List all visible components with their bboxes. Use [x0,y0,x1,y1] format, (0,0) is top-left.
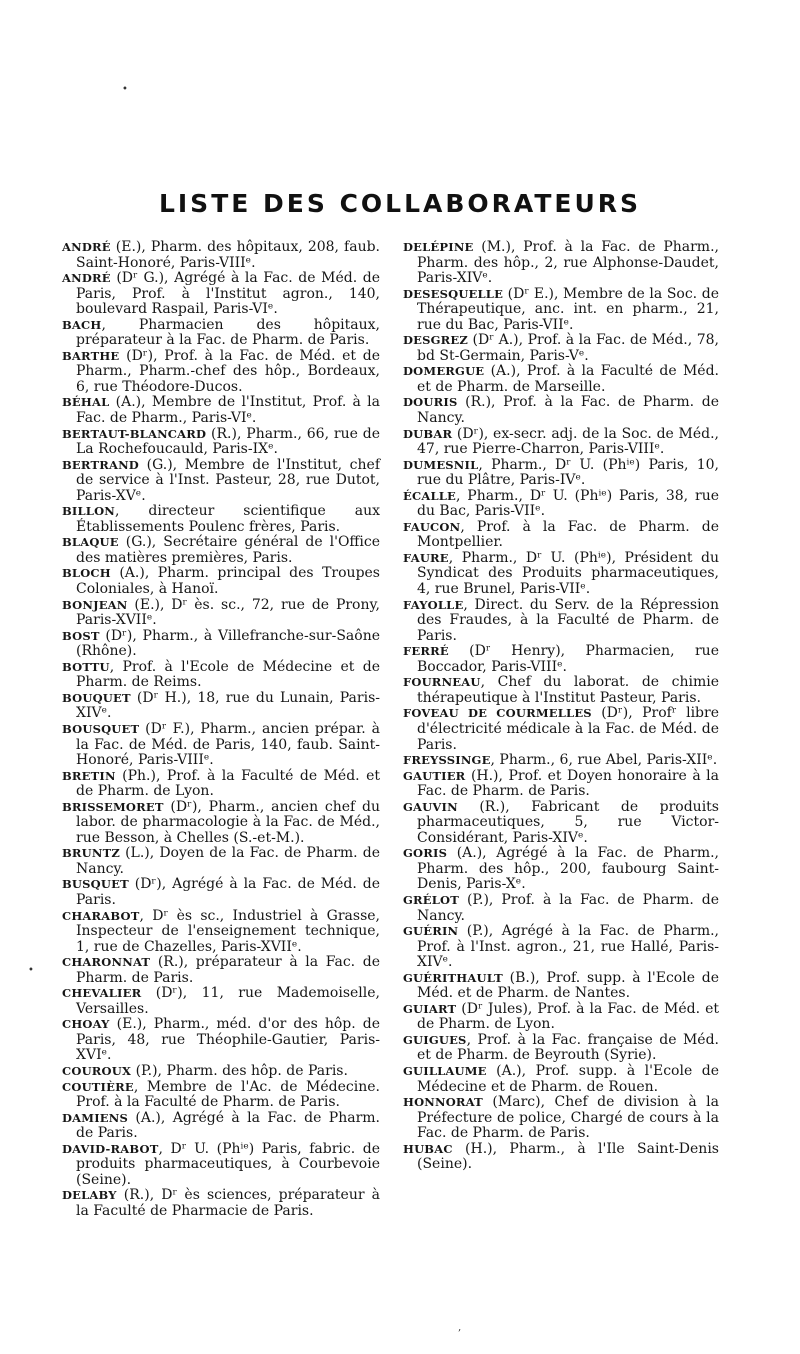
collaborator-details: (Dʳ F.), Pharm., ancien prépar. à la Fac. de Méd. de Paris, 140, faub. Saint-Honoré, Paris-VIIIᵉ. [76,720,380,769]
collaborator-entry [62,240,380,271]
collaborator-entry [403,598,719,645]
collaborator-name: BLOCH [62,566,111,581]
collaborator-entry [62,349,380,396]
collaborator-details: , Dʳ ès sc., Industriel à Grasse, Inspecteur de l'enseignement technique, 1, rue de Chazelles, Paris-XVIIᵉ. [76,907,380,955]
page-speck: ‚ [458,1322,462,1333]
collaborator-details: (Dʳ), Pharm., ancien chef du labor. de pharmacologie à la Fac. de Méd., rue Besson, à Chelles (S.-et-M.). [76,798,380,846]
collaborator-name: GUIART [403,1001,457,1016]
collaborator-name: GUILLAUME [403,1063,487,1078]
collaborator-details: , Membre de l'Ac. de Médecine. Prof. à la Faculté de Pharm. de Paris. [76,1078,380,1111]
collaborator-entry [62,986,380,1017]
collaborator-details: , Chef du laborat. de chimie thérapeutique à l'Institut Pasteur, Paris. [417,674,719,706]
collaborator-name: GORIS [403,846,448,861]
collaborator-name: CHOAY [62,1017,110,1032]
collaborator-name: FAYOLLE [403,597,464,612]
collaborator-entry [403,769,719,800]
collaborator-details: (Dʳ A.), Prof. à la Fac. de Méd., 78, bd St-Germain, Paris-Vᵉ. [417,332,719,364]
collaborator-name: FOURNEAU [403,675,481,690]
collaborator-details: (P.), Pharm. des hôp. de Paris. [131,1062,348,1079]
collaborator-entry [62,1080,380,1111]
collaborator-name: BILLON [62,504,116,519]
collaborator-name: BERTRAND [62,457,139,472]
collaborator-entry [403,520,719,551]
collaborator-entry [62,846,380,877]
collaborator-details: (Dʳ Jules), Prof. à la Fac. de Méd. et de Pharm. de Lyon. [417,1000,719,1033]
collaborator-details: (A.), Pharm. principal des Troupes Coloniales, à Hanoï. [76,565,380,598]
collaborator-entry [62,1064,380,1080]
collaborator-details: , Direct. du Serv. de la Répression des Fraudes, à la Faculté de Pharm. de Paris. [417,596,719,644]
collaborator-name: CHARABOT [62,908,140,923]
collaborator-details: , Dʳ U. (Phⁱᵉ) Paris, fabric. de produits pharmaceutiques, à Courbevoie (Seine). [76,1140,380,1188]
collaborator-name: COUROUX [62,1063,132,1078]
collaborator-name: FOVEAU DE COURMELLES [403,706,592,721]
collaborator-entry [403,427,719,458]
collaborator-entry [62,769,380,800]
collaborator-name: BÉHAL [62,395,110,410]
collaborator-entry [62,1188,380,1219]
collaborator-details: (G.), Secrétaire général de l'Office des matières premières, Paris. [76,534,380,566]
collaborator-details: , Prof. à l'Ecole de Médecine et de Pharm. de Reims. [76,658,380,691]
collaborator-details: (R.), Pharm., 66, rue de La Rochefoucauld, Paris-IXᵉ. [76,425,380,458]
collaborator-name: BOUSQUET [62,721,140,736]
collaborator-name: DELÉPINE [403,240,474,254]
collaborator-entry [62,1142,380,1189]
collaborator-entry [62,271,380,318]
collaborator-details: (Dʳ), Profʳ libre d'électricité médicale à la Fac. de Méd. de Paris. [417,705,719,753]
collaborator-details: (Dʳ Henry), Pharmacien, rue Boccador, Paris-VIIIᵉ. [417,643,719,675]
collaborator-entry [62,504,380,535]
collaborator-entry [403,893,719,924]
collaborator-entry [403,753,719,769]
collaborator-details: (P.), Prof. à la Fac. de Pharm. de Nancy. [417,891,719,924]
collaborator-name: BERTAUT-BLANCARD [62,426,207,441]
collaborator-details: (A.), Prof. supp. à l'Ecole de Médecine et de Pharm. de Rouen. [417,1062,719,1095]
collaborator-name: BACH [62,317,102,332]
collaborator-details: (Dʳ E.), Membre de la Soc. de Thérapeutique, anc. int. en pharm., 21, rue du Bac, Paris-VIIᵉ. [417,285,719,333]
collaborator-entry [62,691,380,722]
collaborator-name: DAMIENS [62,1110,128,1125]
collaborator-details: , Pharm., Dʳ U. (Phⁱᵉ) Paris, 38, rue du Bac, Paris-VIIᵉ. [417,487,719,520]
collaborator-entry [403,1033,719,1064]
collaborator-details: , Pharm., Dʳ U. (Phⁱᵉ), Président du Syndicat des Produits pharmaceutiques, 4, rue Brunel, Paris-VIIᵉ. [417,549,719,598]
collaborator-name: ANDRÉ [62,271,111,286]
collaborator-details: (E.), Dʳ ès. sc., 72, rue de Prony, Paris-XVIIᵉ. [76,596,380,629]
collaborator-entry [62,660,380,691]
collaborator-entry [403,924,719,971]
collaborator-details: (Dʳ), Pharm., à Villefranche-sur-Saône (Rhône). [76,627,380,660]
collaborator-name: FERRÉ [403,644,449,659]
left-column [62,240,380,1219]
collaborator-entry [403,1095,719,1142]
collaborator-details: , Prof. à la Fac. de Pharm. de Montpellier. [417,518,719,551]
collaborator-name: ÉCALLE [403,488,456,503]
collaborator-entry [62,877,380,908]
collaborator-details: (Dʳ), Agrégé à la Fac. de Méd. de Paris. [76,876,380,908]
collaborator-name: COUTIÈRE [62,1079,134,1094]
collaborator-details: (Ph.), Prof. à la Faculté de Méd. et de Pharm. de Lyon. [76,767,380,800]
collaborator-entry [403,1142,719,1173]
collaborator-details: , directeur scientifique aux Établissements Poulenc frères, Paris. [76,503,380,535]
collaborator-name: BUSQUET [62,877,129,892]
collaborator-entry [62,1017,380,1064]
collaborator-entry [403,846,719,893]
collaborator-entry [62,909,380,956]
collaborator-details: (E.), Pharm. des hôpitaux, 208, faub. Saint-Honoré, Paris-VIIIᵉ. [76,239,380,271]
collaborator-entry [62,598,380,629]
collaborator-entry [62,566,380,597]
collaborator-entry [403,1002,719,1033]
collaborator-details: (R.), Prof. à la Fac. de Pharm. de Nancy. [417,394,719,427]
collaborator-details: (R.), préparateur à la Fac. de Pharm. de Paris. [76,954,380,986]
collaborator-name: GUÉRIN [403,924,459,939]
collaborator-details: (E.), Pharm., méd. d'or des hôp. de Paris, 48, rue Théophile-Gautier, Paris-XVIᵉ. [76,1016,380,1064]
collaborator-name: BRISSEMORET [62,799,164,814]
collaborator-name: FAUCON [403,519,461,534]
collaborator-name: GAUVIN [403,799,458,814]
collaborator-entry [403,240,719,287]
collaborator-details: (Dʳ), Prof. à la Fac. de Méd. et de Pharm., Pharm.-chef des hôp., Bordeaux, 6, rue Théodore-Ducos. [76,347,380,395]
collaborator-name: BOTTU [62,659,110,674]
collaborator-name: BARTHE [62,348,120,363]
collaborator-details: , Pharmacien des hôpitaux, préparateur à la Fac. de Pharm. de Paris. [76,316,380,349]
collaborator-name: DELABY [62,1188,117,1203]
collaborator-name: ANDRÉ [62,240,111,254]
collaborator-details: (A.), Agrégé à la Fac. de Pharm. de Paris. [76,1109,380,1142]
collaborator-entry [62,955,380,986]
collaborator-details: (A.), Agrégé à la Fac. de Pharm., Pharm. des hôp., 200, faubourg Saint-Denis, Paris-Xᵉ. [417,845,719,893]
collaborator-entry [403,489,719,520]
collaborator-details: (Marc), Chef de division à la Préfecture de police, Chargé de cours à la Fac. de Pharm. de Paris. [417,1094,719,1142]
page-title: LISTE DES COLLABORATEURS [158,188,642,218]
collaborator-entry [62,458,380,505]
page-speck: • [122,84,128,95]
collaborator-name: BRUNTZ [62,846,120,861]
collaborator-entry [403,551,719,598]
collaborator-name: DUBAR [403,426,453,441]
collaborator-details: , Pharm., Dʳ U. (Phⁱᵉ) Paris, 10, rue du Plâtre, Paris-IVᵉ. [417,456,719,489]
collaborator-details: (Dʳ), 11, rue Mademoiselle, Versailles. [76,985,380,1017]
collaborator-entry [403,458,719,489]
collaborator-name: BLAQUE [62,535,119,550]
collaborator-entry [403,364,719,395]
collaborator-details: (H.), Prof. et Doyen honoraire à la Fac. de Pharm. de Paris. [417,767,719,800]
collaborator-name: DESGREZ [403,333,468,348]
collaborator-name: DOMERGUE [403,364,485,379]
collaborator-details: (R.), Fabricant de produits pharmaceutiques, 5, rue Victor-Considérant, Paris-XIVᵉ. [417,798,719,846]
collaborator-entry [403,675,719,706]
collaborator-name: FAURE [403,550,449,565]
collaborator-entry [62,427,380,458]
collaborator-details: , Pharm., 6, rue Abel, Paris-XIIᵉ. [490,752,718,769]
collaborator-details: (Dʳ H.), 18, rue du Lunain, Paris-XIVᵉ. [76,689,380,722]
collaborator-entry [62,318,380,349]
collaborator-details: (A.), Membre de l'Institut, Prof. à la Fac. de Pharm., Paris-VIᵉ. [76,394,380,427]
collaborator-name: DOURIS [403,395,458,410]
collaborator-entry [403,287,719,334]
collaborator-details: (R.), Dʳ ès sciences, préparateur à la Faculté de Pharmacie de Paris. [76,1187,380,1219]
collaborator-name: GAUTIER [403,768,466,783]
collaborator-details: (G.), Membre de l'Institut, chef de service à l'Inst. Pasteur, 28, rue Dutot, Paris-XVᵉ. [76,456,380,504]
collaborator-name: BONJEAN [62,597,128,612]
collaborator-name: GUIGUES [403,1032,467,1047]
collaborator-details: (L.), Doyen de la Fac. de Pharm. de Nancy. [76,845,380,877]
collaborator-name: CHEVALIER [62,986,142,1001]
collaborator-details: (B.), Prof. supp. à l'Ecole de Méd. et de Pharm. de Nantes. [417,969,719,1002]
collaborator-entry [403,971,719,1002]
collaborator-name: HUBAC [403,1141,453,1156]
collaborator-name: BRETIN [62,768,116,783]
collaborator-entry [62,629,380,660]
collaborator-entry [62,535,380,566]
collaborator-details: (P.), Agrégé à la Fac. de Pharm., Prof. à l'Inst. agron., 21, rue Hallé, Paris-XIVᵉ. [417,923,719,971]
collaborator-name: FREYSSINGE [403,753,491,768]
page-speck: • [28,965,34,976]
collaborator-entry [62,722,380,769]
collaborator-entry [403,800,719,847]
collaborator-entry [62,395,380,426]
collaborator-details: (H.), Pharm., à l'Ile Saint-Denis (Seine). [417,1140,719,1173]
collaborator-name: GUÉRITHAULT [403,970,503,985]
collaborator-details: , Prof. à la Fac. française de Méd. et de Pharm. de Beyrouth (Syrie). [417,1031,719,1064]
collaborator-details: (Dʳ G.), Agrégé à la Fac. de Méd. de Paris, Prof. à l'Institut agron., 140, boulevard Raspail, Paris-VIᵉ. [76,270,380,318]
collaborator-name: GRÉLOT [403,892,460,907]
collaborator-name: BOST [62,628,100,643]
collaborator-entry [403,333,719,364]
collaborator-entry [403,706,719,753]
collaborator-name: DAVID-RABOT [62,1141,159,1156]
collaborator-entry [62,800,380,847]
collaborator-details: (M.), Prof. à la Fac. de Pharm., Pharm. des hôp., 2, rue Alphonse-Daudet, Paris-XIVᵉ. [417,239,719,287]
collaborator-details: (Dʳ), ex-secr. adj. de la Soc. de Méd., 47, rue Pierre-Charron, Paris-VIIIᵉ. [417,425,719,458]
collaborator-name: HONNORAT [403,1095,483,1110]
right-column [403,240,719,1173]
collaborator-entry [403,1064,719,1095]
collaborator-name: BOUQUET [62,690,131,705]
collaborator-name: DUMESNIL [403,457,479,472]
collaborator-entry [403,395,719,426]
collaborator-details: (A.), Prof. à la Faculté de Méd. et de Pharm. de Marseille. [417,363,719,395]
collaborator-name: CHARONNAT [62,955,151,970]
collaborator-entry [62,1111,380,1142]
collaborator-entry [403,644,719,675]
collaborator-name: DESESQUELLE [403,286,504,301]
